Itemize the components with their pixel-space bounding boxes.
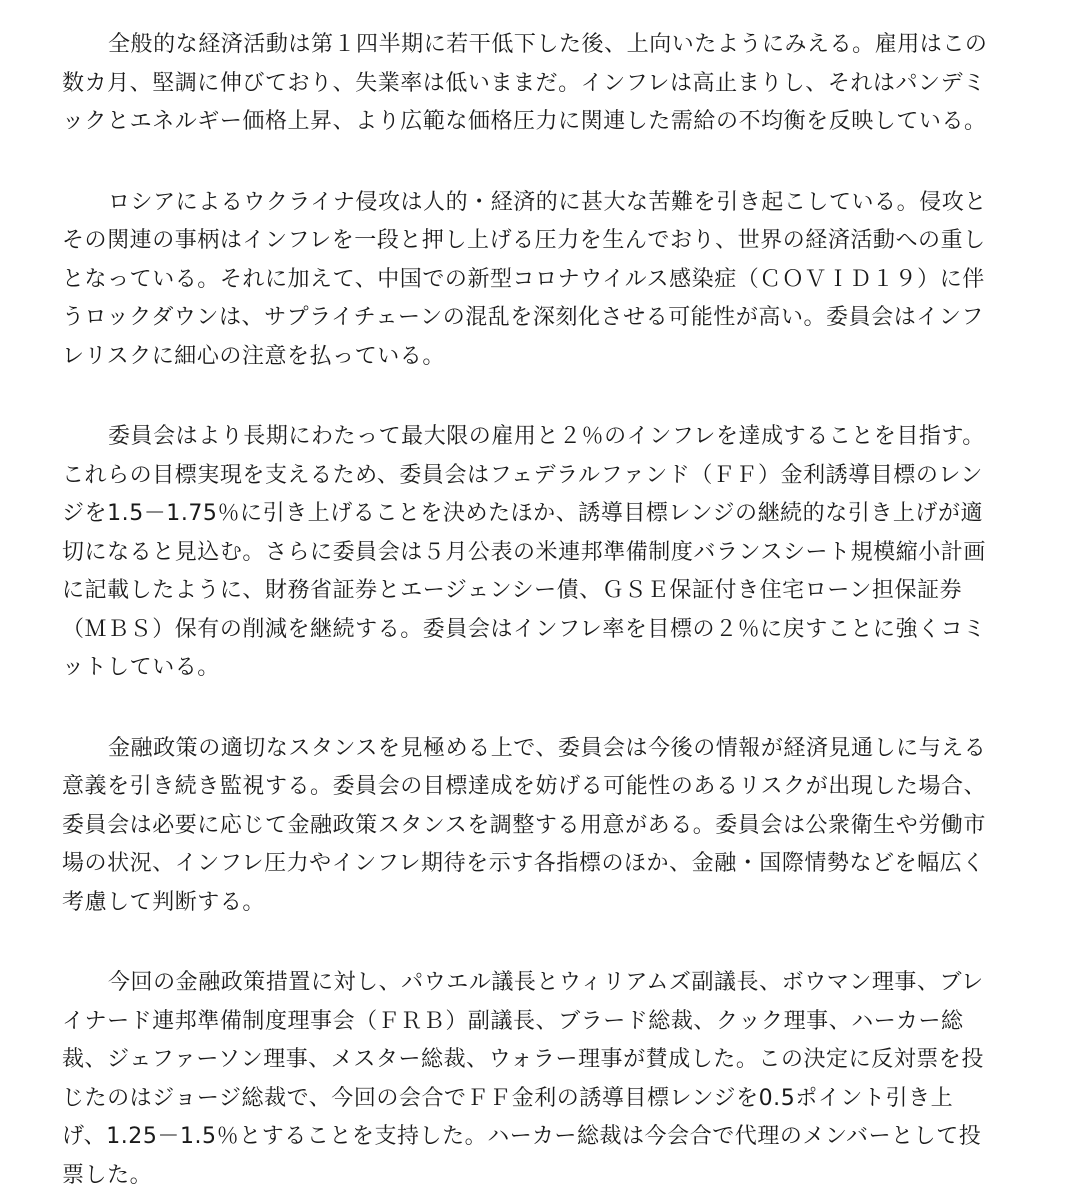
text-line: に記載したように、財務省証券とエージェンシー債、ＧＳＥ保証付き住宅ローン担保証券 (62, 578, 963, 603)
text-line: 委員会はより長期にわたって最大限の雇用と２％のインフレを達成することを目指す。 (108, 424, 985, 449)
text-line: 切になると見込む。さらに委員会は５月公表の米連邦準備制度バランスシート規模縮小計画 (62, 539, 986, 565)
paragraph-voting (62, 964, 1044, 1195)
text-line: その関連の事柄はインフレを一段と押し上げる圧力を生んでおり、世界の経済活動への重し (62, 228, 986, 253)
text-line: 金融政策の適切なスタンスを見極める上で、委員会は今後の情報が経済見通しに与える (108, 735, 987, 761)
paragraph-economic-activity (62, 26, 1044, 142)
text-line: これらの目標実現を支えるため、委員会はフェデラルファンド（ＦＦ）金利誘導目標のレン (62, 462, 983, 488)
text-line: じたのはジョージ総裁で、今回の会合でＦＦ金利の誘導目標レンジを0.5ポイント引き上 (62, 1085, 954, 1111)
paragraph-russia-ukraine (62, 184, 1044, 377)
text-line: 数カ月、堅調に伸びており、失業率は低いままだ。インフレは高止まりし、それはパンデミ (62, 70, 986, 96)
text-line: ジを1.5－1.75％に引き上げることを決めたほか、誘導目標レンジの継続的な引き上げが適 (62, 501, 984, 526)
text-line: （ＭＢＳ）保有の削減を継続する。委員会はインフレ率を目標の２％に戻すことに強くコミ (62, 616, 986, 642)
text-line: 考慮して判断する。 (62, 889, 265, 915)
text-line: ックとエネルギー価格上昇、より広範な価格圧力に関連した需給の不均衡を反映している。 (62, 109, 987, 134)
text-line: ロシアによるウクライナ侵攻は人的・経済的に甚大な苦難を引き起こしている。侵攻と (108, 189, 987, 215)
text-line: 場の状況、インフレ圧力やインフレ期待を示す各指標のほか、金融・国際情勢などを幅広く (62, 851, 985, 876)
text-line: うロックダウンは、サプライチェーンの混乱を深刻化させる可能性が高い。委員会はインフ (62, 305, 984, 330)
text-line: 委員会は必要に応じて金融政策スタンスを調整する用意がある。委員会は公衆衛生や労働市 (62, 812, 986, 838)
text-line: 全般的な経済活動は第１四半期に若干低下した後、上向いたようにみえる。雇用はこの (108, 32, 988, 57)
text-line: イナード連邦準備制度理事会（ＦＲＢ）副議長、ブラード総裁、クック理事、ハーカー総 (62, 1008, 964, 1034)
text-line: レリスクに細心の注意を払っている。 (62, 343, 445, 369)
paragraph-policy-decision (62, 418, 1044, 688)
text-line: 裁、ジェファーソン理事、メスター総裁、ウォラー理事が賛成した。この決定に反対票を投 (62, 1047, 984, 1072)
text-line: 今回の金融政策措置に対し、パウエル議長とウィリアムズ副議長、ボウマン理事、ブレ (108, 970, 984, 995)
paragraph-policy-stance (62, 730, 1044, 923)
text-line: 票した。 (62, 1162, 153, 1188)
text-line: ットしている。 (62, 655, 220, 680)
text-line: となっている。それに加えて、中国での新型コロナウイルス感染症（ＣＯＶＩＤ１９）に伴 (62, 266, 985, 292)
text-line: げ、1.25－1.5％とすることを支持した。ハーカー総裁は今会合で代理のメンバーとして投 (62, 1124, 982, 1149)
text-line: 意義を引き続き監視する。委員会の目標達成を妨げる可能性のあるリスクが出現した場合、 (62, 774, 987, 799)
